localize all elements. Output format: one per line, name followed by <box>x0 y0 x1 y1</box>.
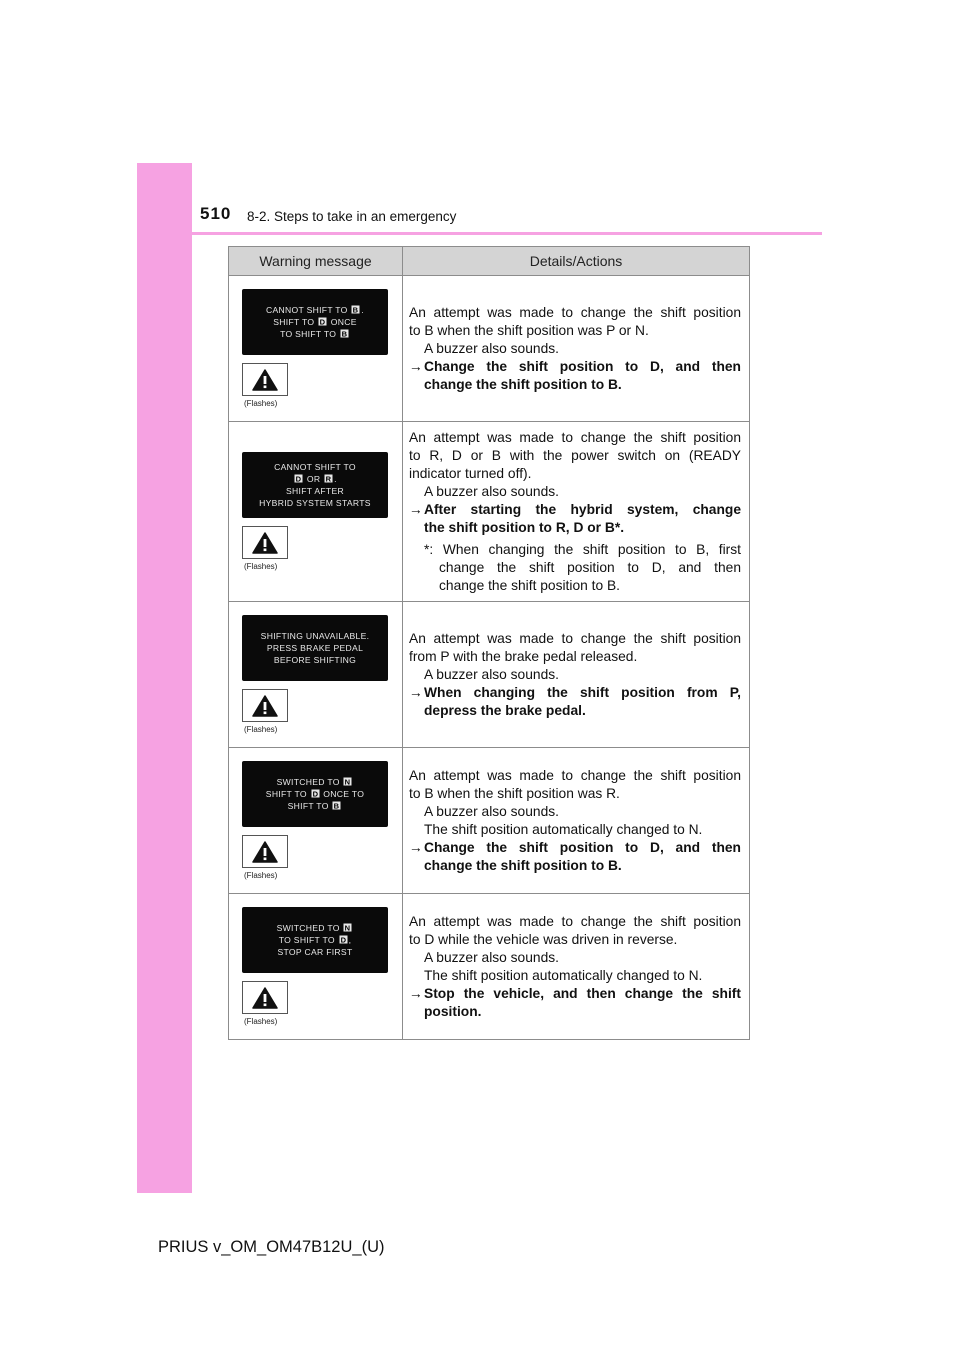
sub-note-line: A buzzer also sounds. <box>424 666 559 682</box>
details-cell <box>403 748 750 894</box>
sub-note-line: A buzzer also sounds. <box>424 803 559 819</box>
multi-info-display <box>242 289 388 355</box>
action-line: the shift position to R, D or B*. <box>424 519 625 535</box>
col-header-warning-message: Warning message <box>229 247 403 276</box>
warning-message-cell <box>229 602 403 748</box>
description-line: to B when the shift position was P or N. <box>409 322 649 338</box>
svg-text:R: R <box>325 474 332 483</box>
gear-badge-icon <box>342 923 353 933</box>
footnote-line: *: When changing the shift position to B, first <box>424 541 741 557</box>
arrow-indent-spacer <box>409 1003 424 1021</box>
flashes-label: (Flashes) <box>244 562 278 571</box>
description-line: An attempt was made to change the shift position <box>409 304 741 320</box>
warning-table <box>228 246 750 1040</box>
header-rule <box>192 232 822 235</box>
gear-badge-icon <box>317 317 328 327</box>
flashes-label: (Flashes) <box>244 871 278 880</box>
gear-badge-icon <box>323 474 334 484</box>
table-row <box>229 894 750 1040</box>
arrow-indent-spacer <box>409 376 424 394</box>
footer-doc-code: PRIUS v_OM_OM47B12U_(U) <box>158 1238 385 1256</box>
col-header-details-actions: Details/Actions <box>403 247 750 276</box>
svg-text:D: D <box>319 317 326 326</box>
section-title: 8-2. Steps to take in an emergency <box>247 209 457 224</box>
action-line: change the shift position to B. <box>424 376 622 392</box>
svg-text:B: B <box>334 801 340 810</box>
display-message-line: TO SHIFT TO D , <box>278 935 352 945</box>
action-line: position. <box>424 1003 482 1019</box>
multi-info-display <box>242 907 388 973</box>
details-cell <box>403 894 750 1040</box>
action-line: Change the shift position to D, and then <box>424 839 741 855</box>
pink-sidebar <box>137 163 192 1193</box>
description-line: An attempt was made to change the shift position <box>409 630 741 646</box>
sub-note-line: The shift position automatically changed to N. <box>424 967 703 983</box>
sub-note-line: The shift position automatically changed to N. <box>424 821 703 837</box>
gear-badge-icon <box>293 474 304 484</box>
sub-note-line: A buzzer also sounds. <box>424 340 559 356</box>
display-message-line: SHIFTING UNAVAILABLE. <box>260 631 370 641</box>
gear-badge-icon <box>339 329 350 339</box>
action-line: After starting the hybrid system, change <box>424 501 741 517</box>
footnote <box>409 541 741 595</box>
display-message-line: STOP CAR FIRST <box>277 947 353 957</box>
multi-info-display <box>242 761 388 827</box>
svg-text:B: B <box>341 329 348 338</box>
description-line: to B when the shift position was R. <box>409 785 620 801</box>
table-header-row <box>229 247 750 276</box>
table-row <box>229 276 750 422</box>
footnote-line: change the shift position to D, and then <box>439 559 741 575</box>
description-line: to D while the vehicle was driven in reverse. <box>409 931 678 947</box>
flashes-label: (Flashes) <box>244 399 278 408</box>
arrow-indent-spacer <box>409 857 424 875</box>
display-message-line: SHIFT AFTER <box>285 486 345 496</box>
warning-message-cell <box>229 894 403 1040</box>
multi-info-display <box>242 452 388 518</box>
display-message-line: TO SHIFT TO B <box>280 328 350 340</box>
arrow-right-icon: → <box>409 985 423 1001</box>
svg-text:N: N <box>345 777 351 786</box>
display-message-line: SHIFT TO D ONCE TO <box>265 789 365 799</box>
description-line: to R, D or B with the power switch on (READY <box>409 447 741 463</box>
display-message-line: CANNOT SHIFT TO <box>274 462 356 472</box>
display-message-line: BEFORE SHIFTING <box>273 655 357 665</box>
warning-triangle-icon <box>242 835 288 868</box>
table-row <box>229 422 750 602</box>
display-message-line: D OR R . <box>293 473 337 485</box>
warning-message-cell <box>229 422 403 602</box>
table-row <box>229 602 750 748</box>
sub-note-line: A buzzer also sounds. <box>424 949 559 965</box>
details-cell <box>403 276 750 422</box>
warning-triangle-icon <box>242 689 288 722</box>
gear-badge-icon <box>310 789 321 799</box>
svg-text:B: B <box>352 305 359 314</box>
footnote-line: change the shift position to B. <box>439 577 621 593</box>
action-line: Stop the vehicle, and then change the shift <box>424 985 741 1001</box>
gear-badge-icon <box>342 777 353 787</box>
flashes-label: (Flashes) <box>244 1017 278 1026</box>
display-message-line: SWITCHED TO N <box>277 922 354 934</box>
gear-badge-icon <box>350 305 361 315</box>
details-cell <box>403 422 750 602</box>
sub-note-line: A buzzer also sounds. <box>424 483 559 499</box>
display-message-line: CANNOT SHIFT TO B . <box>265 305 365 315</box>
display-message-line: PRESS BRAKE PEDAL <box>266 643 364 653</box>
action-line: change the shift position to B. <box>424 857 622 873</box>
flashes-label: (Flashes) <box>244 725 278 734</box>
arrow-right-icon: → <box>409 501 423 517</box>
display-message-line: SHIFT TO B <box>288 800 343 812</box>
table-row <box>229 748 750 894</box>
gear-badge-icon <box>331 801 342 811</box>
warning-triangle-icon <box>242 981 288 1014</box>
arrow-indent-spacer <box>409 702 424 720</box>
arrow-right-icon: → <box>409 839 423 855</box>
arrow-right-icon: → <box>409 684 423 700</box>
page-number: 510 <box>200 204 232 223</box>
action-line: When changing the shift position from P, <box>424 684 741 700</box>
warning-message-cell <box>229 276 403 422</box>
gear-badge-icon <box>338 935 349 945</box>
action-line: depress the brake pedal. <box>424 702 586 718</box>
svg-text:D: D <box>312 789 318 798</box>
svg-text:D: D <box>340 935 346 944</box>
description-line: An attempt was made to change the shift position <box>409 429 741 445</box>
warning-message-cell <box>229 748 403 894</box>
display-message-line: HYBRID SYSTEM STARTS <box>259 498 371 508</box>
arrow-right-icon: → <box>409 358 423 374</box>
display-message-line: SHIFT TO D ONCE <box>273 317 357 327</box>
multi-info-display <box>242 615 388 681</box>
description-line: An attempt was made to change the shift position <box>409 913 741 929</box>
display-message-line: SWITCHED TO N <box>277 776 354 788</box>
description-line: indicator turned off). <box>409 465 532 481</box>
svg-text:N: N <box>345 923 351 932</box>
action-line: Change the shift position to D, and then <box>424 358 741 374</box>
arrow-indent-spacer <box>409 519 424 537</box>
description-line: An attempt was made to change the shift position <box>409 767 741 783</box>
description-line: from P with the brake pedal released. <box>409 648 638 664</box>
warning-triangle-icon <box>242 526 288 559</box>
svg-text:D: D <box>295 474 302 483</box>
warning-triangle-icon <box>242 363 288 396</box>
details-cell <box>403 602 750 748</box>
